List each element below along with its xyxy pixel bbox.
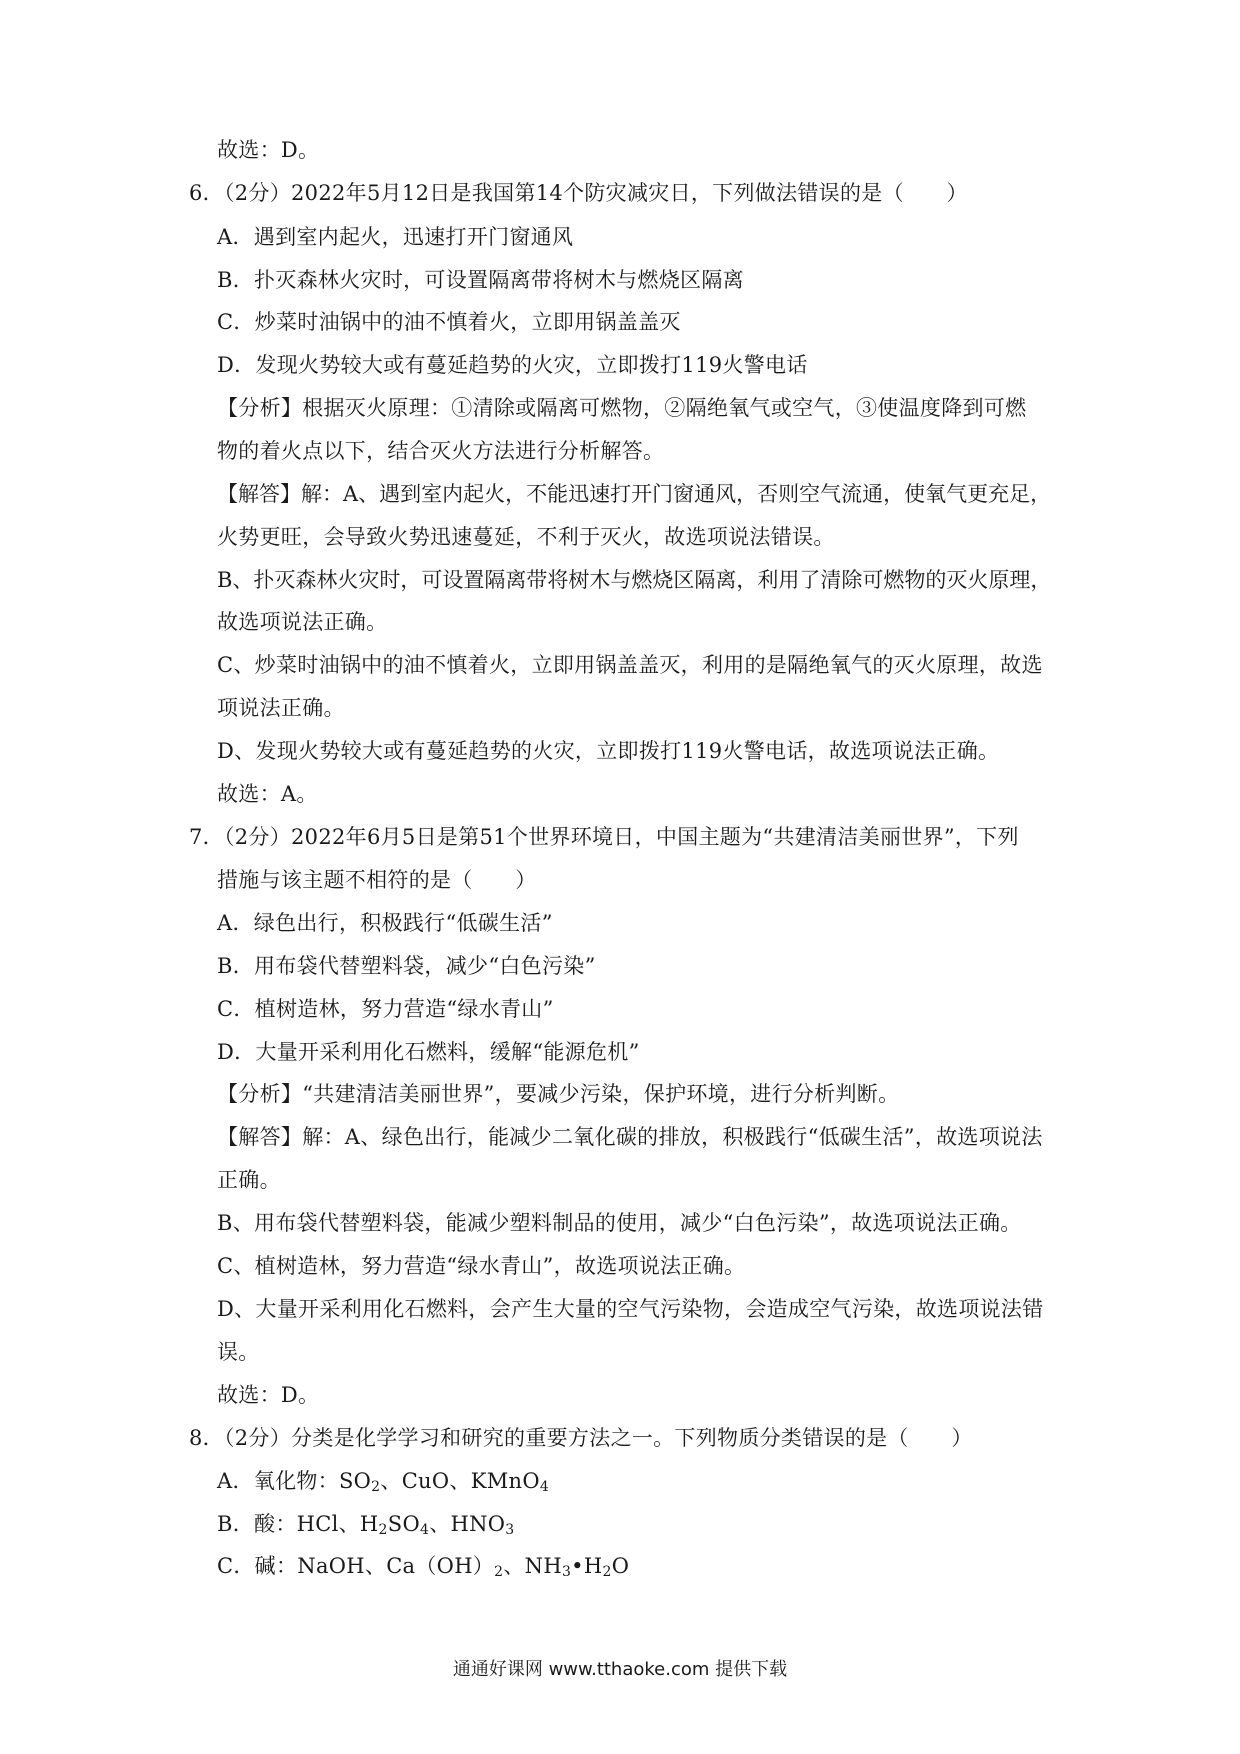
text-line: A．绿色出行，积极践行“低碳生活” [217, 911, 553, 935]
text-line: 正确。 [217, 1168, 281, 1192]
subscript: 2 [602, 1564, 612, 1580]
text-line: B．用布袋代替塑料袋，减少“白色污染” [217, 954, 596, 978]
question-stem: 8．（2分）分类是化学学习和研究的重要方法之一。下列物质分类错误的是（ ） [189, 1426, 973, 1450]
subscript: 4 [419, 1522, 430, 1538]
subscript: 2 [378, 1522, 388, 1538]
text-fragment: B．酸：HCl、H [217, 1512, 379, 1536]
question-stem: 7．（2分）2022年6月5日是第51个世界环境日，中国主题为“共建清洁美丽世界”，下列 [189, 825, 1019, 849]
subscript: 4 [539, 1479, 550, 1495]
answer-option [217, 1466, 549, 1496]
text-line: C、炒菜时油锅中的油不慎着火，立即用锅盖盖灭，利用的是隔绝氧气的灭火原理，故选 [217, 653, 1043, 677]
text-line: C．植树造林，努力营造“绿水青山” [217, 997, 554, 1021]
text-line: D、发现火势较大或有蔓延趋势的火灾，立即拨打119火警电话，故选项说法正确。 [217, 739, 1000, 763]
subscript: 2 [371, 1479, 381, 1495]
page-footer: 通通好课网 www.tthaoke.com 提供下载 [452, 1659, 788, 1680]
text-line: B、扑灭森林火灾时，可设置隔离带将树木与燃烧区隔离，利用了清除可燃物的灭火原理， [217, 568, 1052, 592]
text-line: 【解答】解：A、绿色出行，能减少二氧化碳的排放，积极践行“低碳生活”，故选项说法 [217, 1125, 1043, 1149]
text-line: B、用布袋代替塑料袋，能减少塑料制品的使用，减少“白色污染”，故选项说法正确。 [217, 1211, 1022, 1235]
text-line: 故选：D。 [217, 1383, 320, 1407]
text-line: 故选：A。 [217, 782, 318, 806]
text-line: 项说法正确。 [217, 696, 345, 720]
text-line: 故选项说法正确。 [217, 610, 388, 634]
text-fragment: 、NH [503, 1554, 562, 1578]
text-fragment: C．碱：NaOH、Ca（OH） [217, 1554, 495, 1578]
text-fragment: 、HNO [429, 1512, 506, 1536]
text-line: 措施与该主题不相符的是（ ） [217, 868, 537, 892]
text-line: 火势更旺，会导致火势迅速蔓延，不利于灭火，故选项说法错误。 [217, 525, 835, 549]
text-line: D．大量开采利用化石燃料，缓解“能源危机” [217, 1040, 640, 1064]
answer-option [217, 1551, 629, 1581]
subscript: 3 [505, 1522, 515, 1538]
subscript: 2 [494, 1564, 504, 1580]
text-fragment: •H [571, 1554, 603, 1578]
text-line: D、大量开采利用化石燃料，会产生大量的空气污染物，会造成空气污染，故选项说法错 [217, 1297, 1044, 1321]
answer-option [217, 1509, 515, 1539]
text-fragment: A．氧化物：SO [217, 1469, 372, 1493]
text-line: C、植树造林，努力营造“绿水青山”，故选项说法正确。 [217, 1254, 746, 1278]
text-line: 物的着火点以下，结合灭火方法进行分析解答。 [217, 439, 665, 463]
text-line: 误。 [217, 1340, 260, 1364]
text-fragment: O [611, 1554, 630, 1578]
text-line: C．炒菜时油锅中的油不慎着火，立即用锅盖盖灭 [217, 310, 681, 334]
text-line: A．遇到室内起火，迅速打开门窗通风 [217, 225, 574, 249]
text-fragment: SO [387, 1512, 420, 1536]
text-line: 【解答】解：A、遇到室内起火，不能迅速打开门窗通风，否则空气流通，使氧气更充足， [217, 482, 1052, 506]
text-line: B．扑灭森林火灾时，可设置隔离带将树木与燃烧区隔离 [217, 268, 744, 292]
text-line: 故选：D。 [217, 138, 320, 162]
question-stem: 6．（2分）2022年5月12日是我国第14个防灾减灾日，下列做法错误的是（ ） [189, 181, 968, 205]
text-fragment: 、CuO、KMnO [380, 1469, 540, 1493]
text-line: D．发现火势较大或有蔓延趋势的火灾，立即拨打119火警电话 [217, 353, 808, 377]
subscript: 3 [561, 1564, 572, 1580]
text-line: 【分析】“共建清洁美丽世界”，要减少污染，保护环境，进行分析判断。 [217, 1082, 900, 1106]
text-line: 【分析】根据灭火原理：①清除或隔离可燃物，②隔绝氧气或空气，③使温度降到可燃 [217, 396, 1027, 420]
